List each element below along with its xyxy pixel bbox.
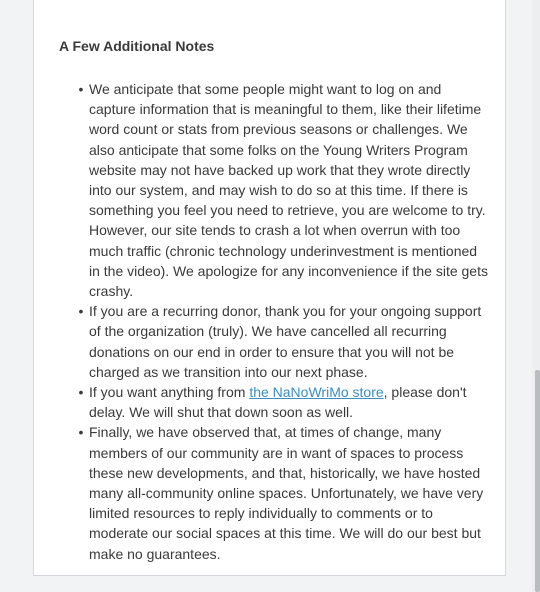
scrollbar-thumb[interactable]	[535, 370, 540, 592]
content-card	[33, 0, 506, 576]
nanowrimo-store-link[interactable]: the NaNoWriMo store	[249, 384, 384, 401]
list-item	[78, 79, 489, 301]
note-text: We anticipate that some people might want to log on and capture information that is meaningful to them, like their lifetime word count or stats from previous seasons or challenges. We also anticipate that some folks on the Young Writers Program website may not have backed up work that they wrote directly into our system, and may wish to do so at this time. If there is something you feel you need to retrieve, you are welcome to try. However, our site tends to crash a lot when overrun with too much traffic (chronic technology underinvestment is mentioned in the video). We apologize for any inconvenience if the site gets crashy.	[89, 81, 488, 300]
note-text-before-link: If you want anything from	[89, 384, 250, 401]
bullet-icon: •	[78, 303, 84, 320]
section-heading: A Few Additional Notes	[59, 38, 215, 54]
list-item	[78, 422, 489, 563]
list-item	[78, 301, 489, 382]
note-text: Finally, we have observed that, at times of change, many members of our community are in want of spaces to process these new developments, and that, historically, we have hosted many all-community online spaces. Unfortunately, we have very limited resources to reply individually to comments or to moderate our social spaces at this time. We will do our best but make no guarantees.	[89, 424, 484, 562]
bullet-icon: •	[78, 384, 84, 401]
bullet-icon: •	[78, 81, 84, 97]
bullet-icon: •	[78, 424, 84, 441]
note-text: If you are a recurring donor, thank you for your ongoing support of the organization (truly). We have cancelled all recurring donations on our end in order to ensure that you will not be charged as we transition into our next phase.	[89, 303, 482, 380]
note-text-after-link: , please don't delay. We will shut that down soon as well.	[89, 384, 467, 421]
notes-list	[78, 79, 489, 564]
list-item	[78, 382, 489, 422]
